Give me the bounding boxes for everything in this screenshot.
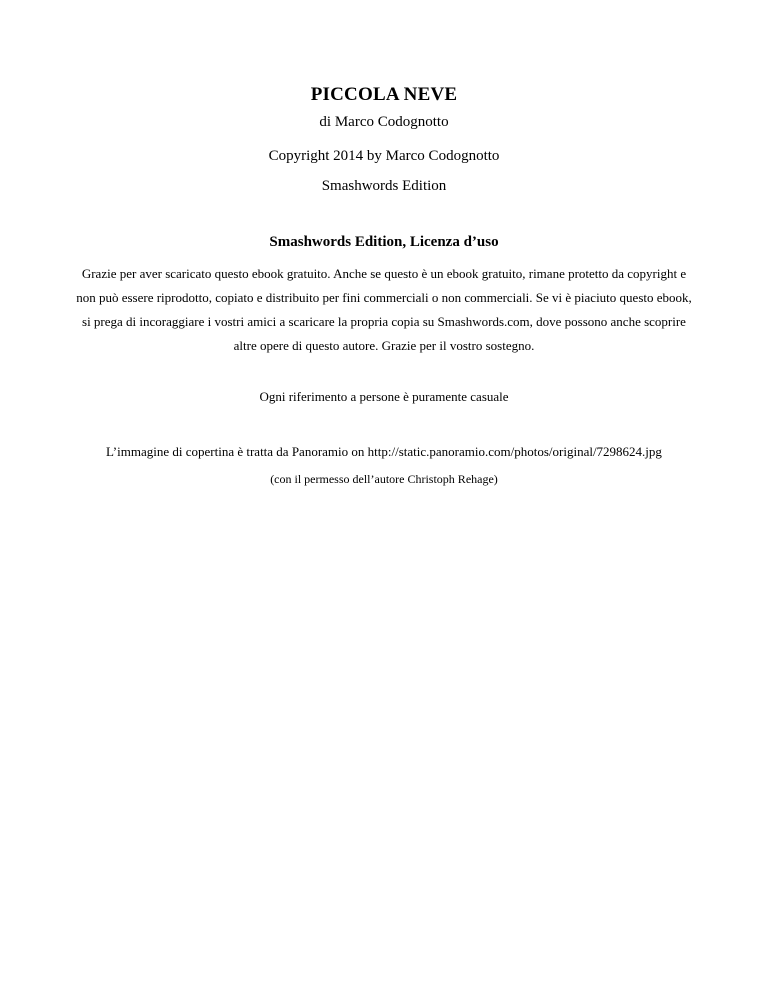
- cover-image-credit: L’immagine di copertina è tratta da Panoramio on http://static.panoramio.com/photos/original/7298624.jpg: [106, 444, 662, 459]
- license-line: Grazie per aver scaricato questo ebook gratuito. Anche se questo è un ebook gratuito, rimane protetto da copyright e: [81, 266, 687, 281]
- copyright-line: Copyright 2014 by Marco Codognotto: [268, 148, 500, 164]
- license-heading: Smashwords Edition, Licenza d’uso: [269, 234, 499, 250]
- license-paragraph: [40, 262, 728, 358]
- permission-note: (con il permesso dell’autore Christoph Rehage): [270, 472, 498, 486]
- edition-line: Smashwords Edition: [321, 178, 447, 194]
- disclaimer-note: Ogni riferimento a persone è puramente casuale: [259, 389, 509, 404]
- license-line: si prega di incoraggiare i vostri amici a scaricare la propria copia su Smashwords.com, dove possono anche scoprire: [82, 314, 686, 329]
- license-line: non può essere riprodotto, copiato e distribuito per fini commerciali o non commerciali. Se vi è piaciuto questo ebook,: [76, 290, 692, 305]
- license-line: altre opere di questo autore. Grazie per il vostro sostegno.: [233, 338, 535, 353]
- book-title: PICCOLA NEVE: [310, 84, 458, 105]
- author-line: di Marco Codognotto: [319, 114, 449, 130]
